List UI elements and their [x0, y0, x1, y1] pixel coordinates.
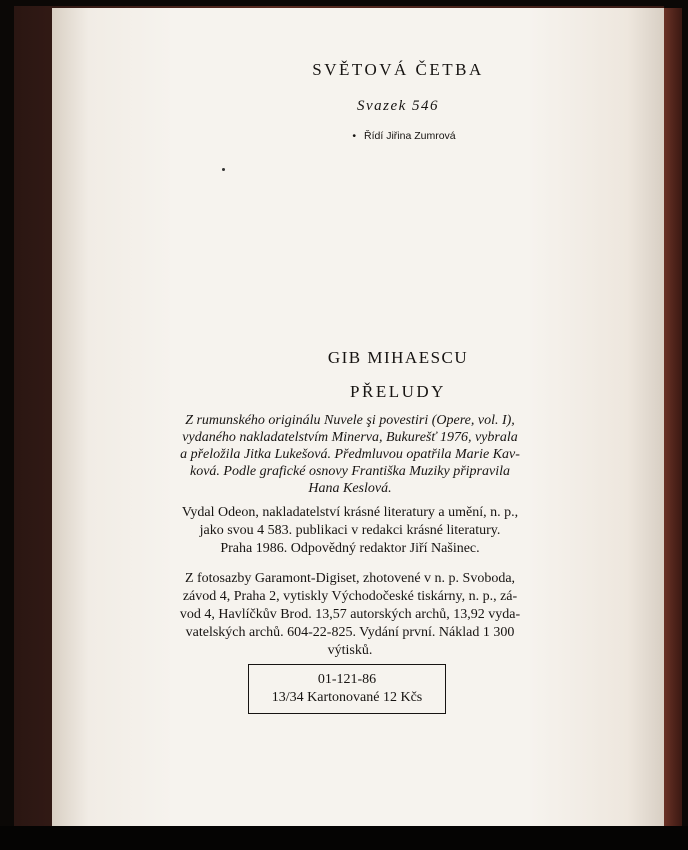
book-author: GIB MIHAESCU: [327, 348, 469, 367]
translation-credits: [140, 412, 560, 497]
series-title: SVĚTOVÁ ČETBA: [312, 60, 484, 79]
translation-line: Z rumunského originálu Nuvele şi povestiri (Opere, vol. I),: [185, 413, 515, 428]
catalog-code: 01-121-86: [317, 672, 377, 687]
ink-speck: [222, 168, 225, 171]
printing-line: vatelských archů. 604-22-825. Vydání první. Náklad 1 300: [185, 625, 515, 640]
publisher-line: Praha 1986. Odpovědný redaktor Jiří Našinec.: [220, 541, 480, 556]
colophon-page: [52, 8, 664, 826]
publisher-line: Vydal Odeon, nakladatelství krásné literatury a umění, n. p.,: [181, 505, 519, 520]
translation-line: a přeložila Jitka Lukešová. Předmluvou opatřila Marie Kav-: [180, 447, 520, 462]
price-box: [248, 664, 446, 714]
translation-line: vydaného nakladatelstvím Minerva, Bukurešť 1976, vybrala: [182, 430, 518, 445]
background-bottom: [0, 826, 688, 850]
publisher-info: [140, 504, 560, 558]
printing-line: výtisků.: [327, 643, 373, 658]
price-label: 13/34 Kartonované 12 Kčs: [271, 690, 423, 705]
volume-number: Svazek 546: [356, 98, 440, 114]
book-title: PŘELUDY: [350, 382, 446, 401]
bullet-mark: •: [352, 130, 357, 142]
printing-info: [140, 570, 560, 660]
printing-line: závod 4, Praha 2, vytiskly Východočeské tiskárny, n. p., zá-: [182, 589, 518, 604]
printing-line: vod 4, Havlíčkův Brod. 13,57 autorských archů, 13,92 vyda-: [179, 607, 521, 622]
series-editor: [98, 130, 688, 142]
printing-line: Z fotosazby Garamont-Digiset, zhotovené v n. p. Svoboda,: [184, 571, 516, 586]
series-editor-name: Řídí Jiřina Zumrová: [364, 130, 456, 142]
publisher-line: jako svou 4 583. publikaci v redakci krásné literatury.: [199, 523, 501, 538]
translation-line: Hana Keslová.: [308, 481, 392, 496]
translation-line: ková. Podle grafické osnovy Františka Muziky připravila: [190, 464, 510, 479]
